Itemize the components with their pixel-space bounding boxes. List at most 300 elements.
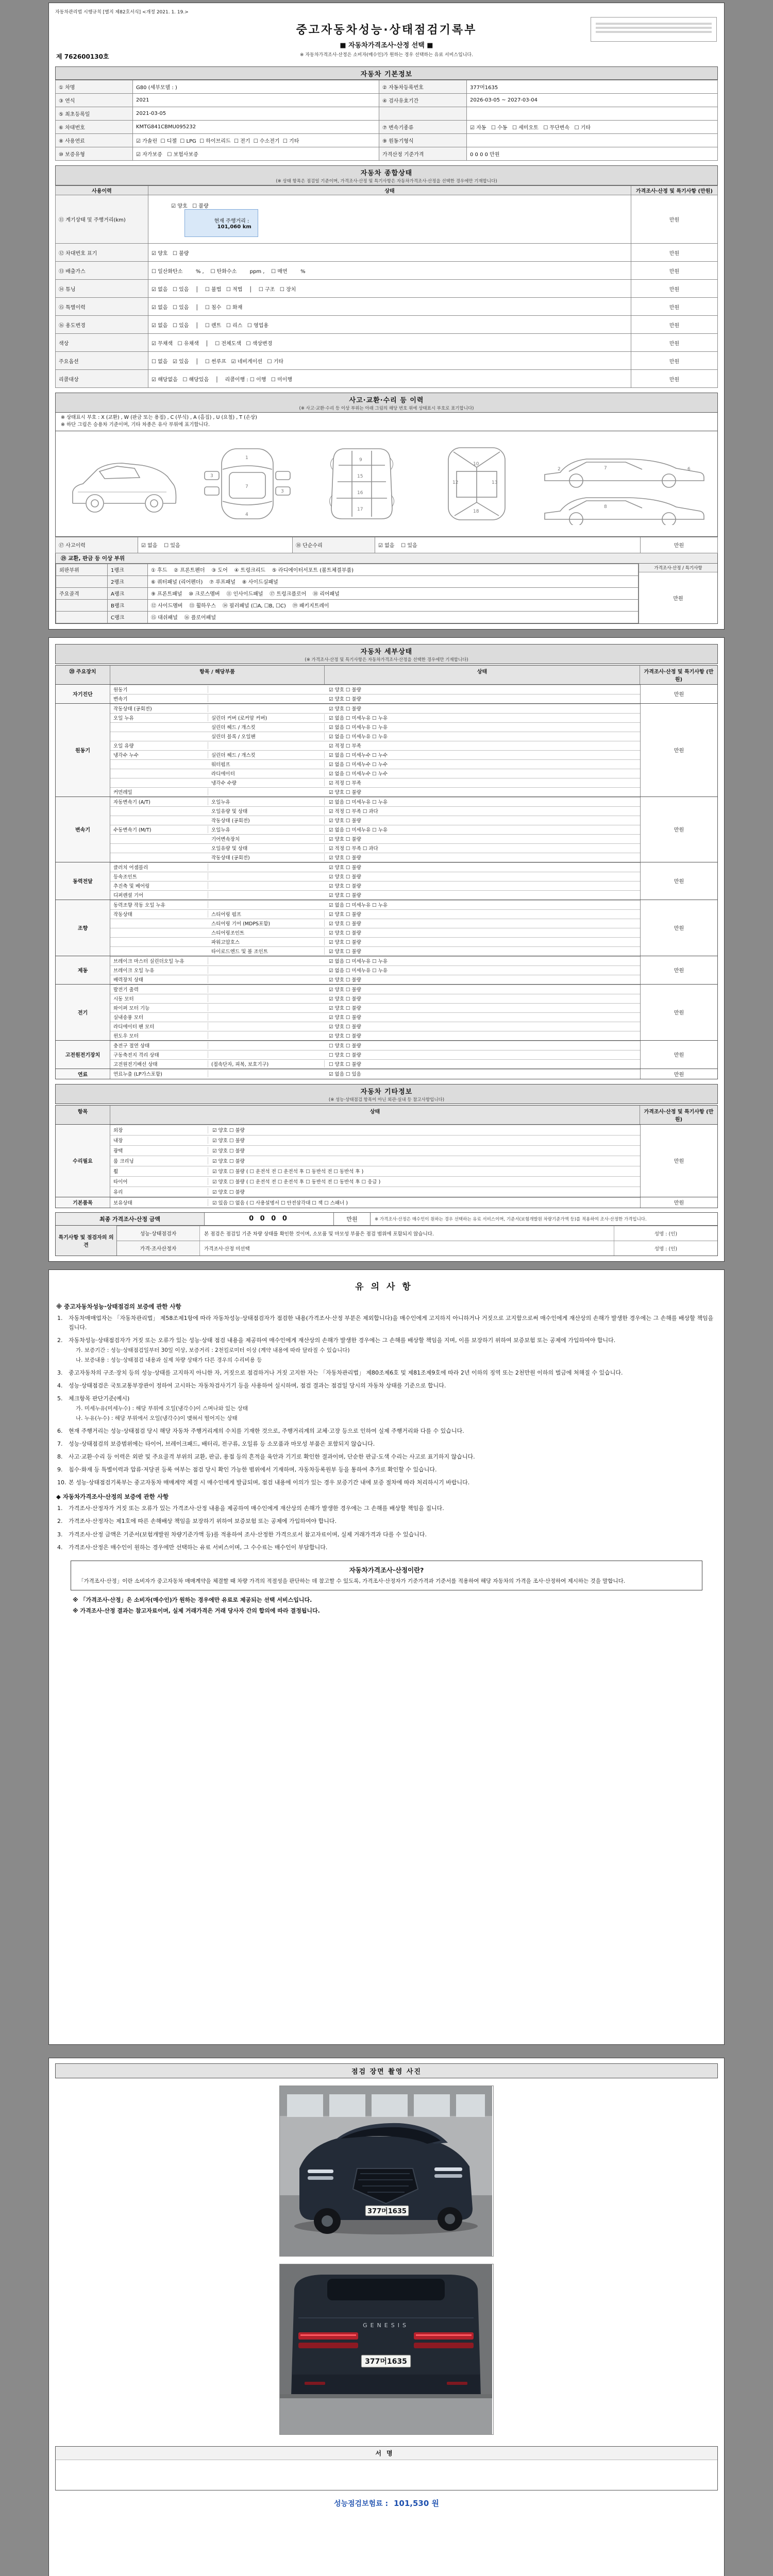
detail-state: ☑ 없음 ☐ 미세누유 ☐ 누유 <box>329 800 388 805</box>
detail-row <box>110 994 640 1003</box>
row-label: ⑮ 특별이력 <box>56 298 148 316</box>
overall-row <box>56 334 718 352</box>
detail-group <box>55 704 718 797</box>
field-value: 2026-03-05 ~ 2027-03-04 <box>467 94 718 107</box>
issuer-info-line <box>596 27 712 29</box>
notice-body <box>69 1381 716 1391</box>
rank-row <box>56 575 638 587</box>
detail-row <box>110 919 640 928</box>
device-rows <box>110 985 640 1040</box>
etc-table <box>55 1125 718 1208</box>
current-mileage-box <box>184 209 258 237</box>
detail-group <box>55 862 718 900</box>
detail-state: ☑ 양호 ☐ 불량 <box>329 987 361 993</box>
detail-row <box>110 909 640 919</box>
detail-subitem: 오일유량 및 상태 <box>208 807 325 815</box>
price-definition-box <box>71 1561 702 1590</box>
section-accident-header <box>55 393 718 413</box>
etc-row <box>110 1156 640 1166</box>
notice-item <box>57 1439 716 1449</box>
legend-codes: ※ 상태표시 부호 : X (교환) , W (판금 또는 용접) , C (부식) , A (흠집) , U (요철) , T (손상) <box>61 415 257 420</box>
device-name: 원동기 <box>56 704 110 796</box>
signature-block <box>55 2446 718 2490</box>
field-value: ☑ 자동 ☐ 수동 ☐ 세미오토 ☐ 무단변속 ☐ 기타 <box>467 121 718 134</box>
etc-row <box>110 1135 640 1145</box>
overall-row <box>56 244 718 262</box>
detail-item: 작동상태 <box>110 910 208 918</box>
notice-number: 2. <box>57 1518 63 1525</box>
detail-state: ☑ 양호 ☐ 불량 <box>329 996 361 1002</box>
price-cell: 만원 <box>640 1041 717 1069</box>
overall-header-row <box>56 186 718 195</box>
field-value: ☑ 가솔린 ☐ 디젤 ☐ LPG ☐ 하이브리드 ☐ 전기 ☐ 수소전기 ☐ 기타 <box>133 134 379 147</box>
detail-state: ☐ 양호 ☐ 불량 <box>329 1053 361 1058</box>
device-rows <box>110 797 640 862</box>
detail-subitem: 실린더 헤드 / 개스킷 <box>208 723 325 731</box>
detail-row <box>110 713 640 722</box>
price-definition-text: 「가격조사·산정」이란 소비자가 중고자동차 매매계약을 체결할 때 차량 가격의 적절성을 판단하는 데 참고할 수 있도록, 가격조사·산정자가 기준가격과 기준서를 적용하여 해당 자동차의 가격을 조사·산정하여 제시하는 것을 말합니다. <box>78 1578 626 1584</box>
detail-state: ☑ 양호 ☐ 불량 <box>329 977 361 983</box>
remarks-rows <box>117 1226 717 1256</box>
document-title: 중고자동차성능·상태점검기록부 <box>296 24 477 37</box>
detail-item: 라디에이터 팬 모터 <box>110 1023 208 1030</box>
form-reference: 자동차관리법 시행규칙 [별지 제82호서식] <개정 2021. 1. 19.> <box>55 10 189 15</box>
detail-group <box>55 797 718 862</box>
detail-row <box>110 778 640 787</box>
row-state <box>148 195 631 244</box>
final-price-unit: 만원 <box>334 1213 371 1225</box>
detail-item: 브레이크 오일 누유 <box>110 967 208 974</box>
exchange-price-column <box>638 564 717 623</box>
price-cell: 만원 <box>631 316 718 334</box>
basic-info-row <box>56 80 718 94</box>
inspection-photo-rear <box>279 2264 494 2435</box>
notice-body <box>69 1336 716 1365</box>
notice-body <box>69 1452 716 1462</box>
detail-row <box>110 694 640 703</box>
repair-label: ⑱ 단순수리 <box>293 537 375 553</box>
notice-bold-line: ※ 「가격조사·산정」은 소비자(매수인)가 원하는 경우에만 유료로 제공되는 선택 서비스입니다. <box>73 1596 312 1603</box>
rank-row <box>56 587 638 599</box>
detail-item: 구동축전지 격리 상태 <box>110 1051 208 1058</box>
row-label: 색상 <box>56 334 148 352</box>
car-diagrams <box>55 431 718 537</box>
notice-number: 8. <box>57 1453 63 1460</box>
overall-row <box>56 352 718 370</box>
etc-table-header <box>55 1105 718 1125</box>
section-title: 자동차 종합상태 <box>360 170 413 177</box>
detail-row <box>110 750 640 759</box>
etc-item: 유리 <box>110 1188 208 1195</box>
column-header: 상태 <box>148 186 631 195</box>
detail-row <box>110 732 640 741</box>
detail-group <box>55 1041 718 1069</box>
remarks-role: 성능·상태점검자 <box>117 1226 200 1241</box>
detail-item: 냉각수 누수 <box>110 751 208 758</box>
section-note: (※ 상태 항목은 점검일 기준이며, 가격조사·산정 및 특기사항은 자동차가격조사·산정을 선택한 경우에만 기재합니다) <box>276 179 497 184</box>
etc-item: 휠 <box>110 1167 208 1175</box>
price-cell: 만원 <box>640 900 717 956</box>
etc-group-name: 기본품목 <box>56 1197 110 1208</box>
history-state: ☑ 없음 ☐ 있음 <box>138 537 293 553</box>
notice-subitems <box>69 1404 716 1423</box>
detail-subitem: 스티어링 기어 (MDPS포함) <box>208 920 325 927</box>
notice-subitem: 나. 누유(누수) : 해당 부위에서 오일(냉각수)이 맺혀서 떨어지는 상태 <box>76 1415 238 1421</box>
detail-subitem: 실린더 커버 (로커암 커버) <box>208 714 325 721</box>
price-cell: 만원 <box>631 262 718 280</box>
detail-item: 윈도우 모터 <box>110 1032 208 1039</box>
column-header: 가격조사·산정 및 특기사항 (만원) <box>644 669 714 683</box>
notice-body <box>69 1427 716 1436</box>
notice-body <box>69 1394 716 1423</box>
price-cell: 만원 <box>640 1197 717 1208</box>
device-name: 변속기 <box>56 797 110 862</box>
exchange-panel-title: ⑲ 교환, 판금 등 이상 부위 <box>56 553 717 564</box>
device-name: 전기 <box>56 985 110 1040</box>
detail-row <box>110 787 640 796</box>
etc-item: 내장 <box>110 1137 208 1144</box>
detail-item: 발전기 출력 <box>110 986 208 993</box>
notice-text: 본 성능·상태점검기록부는 중고자동차 매매계약 체결 시 매수인에게 발급되며, 점검 내용에 이의가 있는 경우 보증기간 내에 보증 절차에 따라 처리하시기 바랍니다. <box>69 1479 470 1486</box>
notice-body <box>69 1517 716 1526</box>
row-state: ☑ 양호 ☐ 불량 <box>148 244 631 262</box>
field-label: ⑧ 사용연료 <box>56 134 133 147</box>
issuer-info-line <box>596 23 712 25</box>
field-label: ① 차명 <box>56 80 133 94</box>
row-label: ⑯ 용도변경 <box>56 316 148 334</box>
detail-row <box>110 928 640 937</box>
field-label: ⑦ 변속기종류 <box>379 121 467 134</box>
column-header: 상태 <box>325 666 640 684</box>
price-column-header: 가격조사·산정 / 특기사항 <box>639 564 717 572</box>
detail-state: ☑ 적정 ☐ 부족 <box>329 743 361 749</box>
repair-state: ☑ 없음 ☐ 있음 <box>375 537 641 553</box>
detail-item: 디퍼렌셜 기어 <box>110 891 208 899</box>
detail-subitem: (접속단자, 피복, 보호기구) <box>208 1060 325 1067</box>
section-etc-header <box>55 1084 718 1104</box>
detail-row <box>110 900 640 909</box>
notice-body <box>69 1368 716 1378</box>
detail-subitem: 스티어링조인트 <box>208 929 325 936</box>
document-header <box>55 15 718 62</box>
detail-subitem: 라디에이터 <box>208 770 325 777</box>
overall-row <box>56 316 718 334</box>
detail-subitem: 오일누유 <box>208 826 325 833</box>
device-rows <box>110 900 640 956</box>
notice-text: 자동차매매업자는 「자동차관리법」 제58조제1항에 따라 자동차성능·상태점검자가 점검한 내용(가격조사·산정 부분은 제외합니다)을 매수인에게 고지하지 아니하거나 거짓으로 고지함으로써 매수인에게 재산상의 손해가 발생한 경우에는 그 손해를 배상할 책임을 집니다. <box>69 1314 714 1331</box>
svg-text:377머1635: 377머1635 <box>365 2357 407 2366</box>
notices-section-heading: ◆ 자동차가격조사·산정의 보증에 관한 사항 <box>56 1493 169 1501</box>
detail-subitem: 냉각수 수량 <box>208 779 325 786</box>
rank-name: C랭크 <box>108 611 148 623</box>
detail-state: ☑ 양호 ☐ 불량 <box>329 855 361 861</box>
accident-legend <box>55 413 718 431</box>
detail-row <box>110 1041 640 1050</box>
detail-row <box>110 1012 640 1022</box>
notice-text: 체크항목 판단기준(예시) <box>69 1395 130 1402</box>
detail-group <box>55 900 718 956</box>
etc-state: ☑ 양호 ☐ 불량 ( ☐ 운전석 전 ☐ 운전석 후 ☐ 동반석 전 ☐ 동반석 후 ☐ 응급 ) <box>212 1179 381 1185</box>
device-name: 동력전달 <box>56 862 110 900</box>
column-header: 상태 <box>110 1106 640 1124</box>
price-cell: 만원 <box>640 956 717 984</box>
inspection-photo-front <box>279 2086 494 2257</box>
svg-text:17: 17 <box>357 506 363 512</box>
field-label: ② 자동차등록번호 <box>379 80 467 94</box>
price-cell: 만원 <box>640 985 717 1040</box>
signature-title: 서명 <box>56 2447 717 2460</box>
detail-state: ☑ 양호 ☐ 불량 <box>329 837 361 842</box>
detail-row <box>110 872 640 881</box>
section-overall-header <box>55 165 718 185</box>
notice-body <box>69 1465 716 1475</box>
notice-subitems <box>69 1346 716 1365</box>
detail-state: ☑ 없음 ☐ 미세누유 ☐ 누유 <box>329 903 388 908</box>
detail-state: ☑ 없음 ☐ 미세누유 ☐ 누유 <box>329 959 388 964</box>
notice-number: 3. <box>57 1531 63 1538</box>
row-label: ⑭ 튜닝 <box>56 280 148 298</box>
detail-item: 원동기 <box>110 686 208 693</box>
detail-table <box>55 685 718 1079</box>
field-label: ⑤ 최초등록일 <box>56 107 133 121</box>
row-state: ☐ 일산화탄소 % , ☐ 탄화수소 ppm , ☐ 매연 % <box>148 262 631 280</box>
notice-body <box>69 1478 716 1487</box>
notices-section-heading: ※ 중고자동차성능·상태점검의 보증에 관한 사항 <box>56 1302 181 1310</box>
row-label: ⑪ 계기상태 및 주행거리(km) <box>56 195 148 244</box>
rank-parts: ⑥ 쿼터패널 (리어펜더) ⑦ 루프패널 ⑧ 사이드실패널 <box>148 575 638 587</box>
issuer-info-line <box>596 31 712 33</box>
price-unit: 만원 <box>673 596 683 602</box>
detail-group <box>55 1069 718 1079</box>
field-label: ③ 연식 <box>56 94 133 107</box>
section-note: (※ 가격조사·산정 및 특기사항은 자동차가격조사·산정을 선택한 경우에만 기재합니다) <box>305 657 468 663</box>
detail-row <box>110 1022 640 1031</box>
notice-body <box>69 1543 716 1552</box>
remarks-text: 가격조사·산정 미선택 <box>204 1246 250 1252</box>
column-header: 항목 <box>56 1106 110 1124</box>
rank-parts: ⑮ 대쉬패널 ⑯ 플로어패널 <box>148 611 638 623</box>
notice-item <box>57 1543 716 1552</box>
column-header: 사용이력 <box>56 186 148 195</box>
detail-item: 커먼레일 <box>110 788 208 795</box>
svg-text:377머1635: 377머1635 <box>367 2207 407 2215</box>
page-3 <box>48 1269 725 2045</box>
notice-subitem: 나. 보증내용 : 성능·상태점검 내용과 실제 차량 상태가 다른 경우의 수리비용 등 <box>76 1357 262 1363</box>
row-state: ☑ 무채색 ☐ 유채색 │ ☐ 전체도색 ☐ 색상변경 <box>148 334 631 352</box>
detail-row <box>110 685 640 694</box>
notices-section <box>55 1493 718 1552</box>
detail-state: ☑ 양호 ☐ 불량 <box>329 865 361 871</box>
etc-state: ☑ 양호 ☐ 불량 <box>212 1190 245 1195</box>
notice-text: 가격조사·산정자는 제1호에 따른 손해배상 책임을 보장하기 위하여 보증보험 또는 공제에 가입하여야 합니다. <box>69 1518 337 1525</box>
field-value: 2021-03-05 <box>133 107 379 121</box>
detail-subitem: 오일유량 및 상태 <box>208 844 325 852</box>
price-cell: 만원 <box>631 195 718 244</box>
detail-subitem: 오일누유 <box>208 798 325 805</box>
etc-item: 룸 크리닝 <box>110 1157 208 1164</box>
overall-condition-table <box>55 185 718 388</box>
device-name: 제동 <box>56 956 110 984</box>
svg-text:9: 9 <box>359 457 363 463</box>
price-cell: 만원 <box>640 704 717 796</box>
rank-group <box>56 599 108 611</box>
rank-name: 1랭크 <box>108 564 148 575</box>
notice-number: 7. <box>57 1440 63 1447</box>
field-value <box>467 107 718 121</box>
notice-number: 10. <box>57 1479 66 1486</box>
price-cell: 만원 <box>640 1125 717 1197</box>
detail-state: ☑ 없음 ☐ 미세누수 ☐ 누수 <box>329 753 388 758</box>
field-value: 377머1635 <box>467 80 718 94</box>
svg-text:6: 6 <box>687 466 691 472</box>
etc-item: 타이어 <box>110 1178 208 1185</box>
detail-state: ☑ 적정 ☐ 부족 ☐ 과다 <box>329 809 378 815</box>
detail-item: 변속기 <box>110 695 208 702</box>
detail-item: 클러치 어셈블리 <box>110 863 208 871</box>
page-4 <box>48 2058 725 2576</box>
car-diagram-frame <box>423 443 528 525</box>
notice-item <box>57 1530 716 1539</box>
signature-area <box>56 2460 717 2490</box>
overall-row <box>56 262 718 280</box>
photos-title: 점검 장면 촬영 사진 <box>55 2063 718 2078</box>
etc-state: ☑ 양호 ☐ 불량 <box>212 1159 245 1164</box>
etc-row <box>110 1176 640 1187</box>
rank-parts: ⑫ 사이드멤버 ⑬ 휠하우스 ⑭ 필러패널 (☐A, ☐B, ☐C) ⑲ 패키지트레이 <box>148 599 638 611</box>
detail-row <box>110 946 640 956</box>
detail-item: 오일 유량 <box>110 742 208 749</box>
detail-row <box>110 985 640 994</box>
notice-subitem: 가. 보증기간 : 성능·상태점검일부터 30일 이상, 보증거리 : 2천킬로미터 이상 (계약 내용에 따라 달라질 수 있습니다) <box>76 1347 350 1353</box>
device-name: 연료 <box>56 1069 110 1079</box>
detail-state: ☑ 양호 ☐ 불량 <box>329 1006 361 1011</box>
etc-item: 외장 <box>110 1126 208 1133</box>
row-state: ☐ 없음 ☑ 있음 │ ☐ 썬루프 ☑ 네비게이션 ☐ 기타 <box>148 352 631 370</box>
notice-subitem: 가. 미세누유(미세누수) : 해당 부위에 오일(냉각수)이 스며나와 있는 상태 <box>76 1405 248 1412</box>
detail-item: 와이퍼 모터 기능 <box>110 1004 208 1011</box>
detail-row <box>110 816 640 825</box>
detail-state: ☑ 양호 ☐ 불량 <box>329 940 361 945</box>
detail-state: ☑ 양호 ☐ 불량 <box>329 930 361 936</box>
etc-row <box>110 1145 640 1156</box>
rank-name: 2랭크 <box>108 575 148 587</box>
insurance-fee-value: 101,530 원 <box>393 2498 440 2508</box>
svg-text:7: 7 <box>604 465 607 471</box>
overall-row <box>56 280 718 298</box>
field-label <box>379 107 467 121</box>
detail-item: 브레이크 마스터 실린더오일 누유 <box>110 957 208 964</box>
detail-state: ☑ 양호 ☐ 불량 <box>329 687 361 693</box>
detail-row <box>110 1031 640 1040</box>
notices-items <box>55 1504 718 1552</box>
detail-item: 추진축 및 베어링 <box>110 882 208 889</box>
svg-text:3: 3 <box>210 473 213 479</box>
legend-note: ※ 하단 그림은 승용차 기준이며, 기타 차종은 유사 부위에 표기합니다. <box>61 422 210 428</box>
price-cell: 만원 <box>631 244 718 262</box>
notice-item <box>57 1394 716 1423</box>
notice-text: 성능·상태점검의 보증범위에는 타이어, 브레이크패드, 배터리, 전구류, 오일류 등 소모품과 마모성 부품은 포함되지 않습니다. <box>69 1440 375 1447</box>
notices-bold-lines <box>55 1596 718 1616</box>
notice-number: 9. <box>57 1466 63 1473</box>
detail-row <box>110 806 640 816</box>
detail-state: ☑ 없음 ☐ 미세누유 ☐ 누유 <box>329 827 388 833</box>
row-label: ⑬ 배출가스 <box>56 262 148 280</box>
section-title: 자동차 세부상태 <box>360 648 413 656</box>
field-label: ⑨ 원동기형식 <box>379 134 467 147</box>
basic-info-row <box>56 134 718 147</box>
price-cell: 만원 <box>640 1069 717 1079</box>
detail-state: ☑ 양호 ☐ 불량 <box>329 697 361 702</box>
notice-text: 현재 주행거리는 성능·상태점검 당시 해당 자동차 주행거리계의 수치를 기재한 것으로, 주행거리계의 교체·고장 등으로 인하여 실제 주행거리와 다를 수 있습니다. <box>69 1427 464 1434</box>
notice-item <box>57 1517 716 1526</box>
detail-row <box>110 834 640 843</box>
notice-body <box>69 1314 716 1332</box>
field-label: ⑩ 보증유형 <box>56 147 133 161</box>
notice-item <box>57 1452 716 1462</box>
detail-subitem: 실린더 블록 / 오일팬 <box>208 733 325 740</box>
field-value: G80 (세부모델 : ) <box>133 80 379 94</box>
column-header: 가격조사·산정 및 특기사항 (만원) <box>631 186 718 195</box>
document-number: 제 762600130호 <box>56 53 109 60</box>
exchange-rank-table <box>56 564 638 623</box>
detail-state: ☑ 없음 ☐ 미세누수 ☐ 누수 <box>329 771 388 777</box>
document-subtitle-note: ※ 자동차가격조사·산정은 소비자(매수인)가 원하는 경우 선택하는 유료 서비스입니다. <box>300 53 473 58</box>
notice-item <box>57 1368 716 1378</box>
issuer-info-box <box>591 17 717 42</box>
svg-text:15: 15 <box>357 473 363 479</box>
detail-row <box>110 1050 640 1059</box>
svg-text:3: 3 <box>281 488 284 494</box>
basic-info-row <box>56 147 718 161</box>
etc-row <box>110 1166 640 1176</box>
etc-group <box>55 1125 718 1197</box>
field-value: KMTG841CBMU095232 <box>133 121 379 134</box>
notice-item <box>57 1381 716 1391</box>
notices-items <box>55 1314 718 1488</box>
detail-item: 자동변속기 (A/T) <box>110 798 208 805</box>
insurance-fee-line <box>55 2498 718 2509</box>
detail-state: ☑ 양호 ☐ 불량 <box>329 893 361 899</box>
rank-group <box>56 575 108 587</box>
row-state: ☑ 없음 ☐ 있음 │ ☐ 침수 ☐ 화재 <box>148 298 631 316</box>
etc-group-name: 수리필요 <box>56 1125 110 1197</box>
svg-text:2: 2 <box>558 466 561 472</box>
detail-subitem: 워터펌프 <box>208 760 325 768</box>
detail-state: ☑ 없음 ☐ 미세누유 ☐ 누유 <box>329 734 388 740</box>
detail-row <box>110 862 640 872</box>
notice-item <box>57 1478 716 1487</box>
notices-title: 유의사항 <box>355 1281 418 1292</box>
detail-row <box>110 975 640 984</box>
etc-item: 보유상태 <box>110 1199 208 1206</box>
etc-group <box>55 1197 718 1208</box>
rank-group: 주요골격 <box>56 587 108 599</box>
detail-item: 수동변속기 (M/T) <box>110 826 208 833</box>
car-photo-front <box>280 2086 492 2256</box>
detail-item: 배력장치 상태 <box>110 976 208 983</box>
mileage-value: 101,060 km <box>217 224 251 230</box>
detail-subitem: 타이로드엔드 및 볼 조인트 <box>208 947 325 955</box>
overall-row <box>56 298 718 316</box>
detail-row <box>110 769 640 778</box>
price-cell: 만원 <box>631 370 718 388</box>
final-price-label: 최종 가격조사·산정 금액 <box>56 1213 205 1225</box>
detail-table-header <box>55 665 718 685</box>
field-label: 가격산정 기준가격 <box>379 147 467 161</box>
notice-item <box>57 1465 716 1475</box>
detail-state: ☑ 없음 ☐ 미세누유 ☐ 누유 <box>329 716 388 721</box>
notice-text: 사고·교환·수리 등 이력은 외판 및 주요골격 부위의 교환, 판금, 용접 등의 흔적을 육안과 기기로 확인한 결과이며, 단순한 판금·도색 수리는 사고로 표기하지 않습니다. <box>69 1453 475 1460</box>
